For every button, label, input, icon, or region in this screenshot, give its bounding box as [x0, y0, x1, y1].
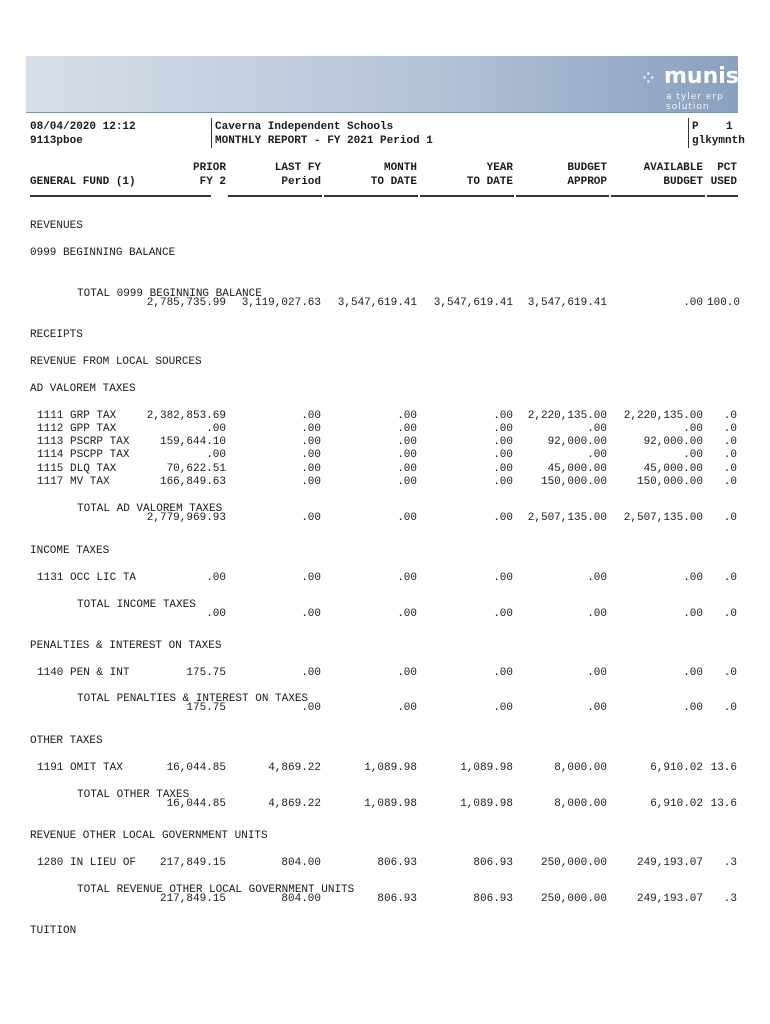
dots-icon: ⁘: [640, 66, 655, 90]
total-budget-approp: 250,000.00: [540, 893, 607, 905]
column-header-month-to-date: MONTH: [383, 162, 417, 174]
section-heading: REVENUE OTHER LOCAL GOVERNMENT UNITS: [30, 830, 268, 842]
line-item-prior-fy2: 16,044.85: [166, 762, 226, 774]
line-item-label: 1114 PSCPP TAX: [37, 449, 130, 461]
total-available-budget: 249,193.07: [636, 893, 703, 905]
line-item-budget-approp: 92,000.00: [547, 436, 607, 448]
total-pct-used: 13.6: [710, 798, 737, 810]
line-item-month-to-date: .00: [397, 476, 417, 488]
column-header-last-fy-period: LAST FY: [274, 162, 321, 174]
header-rule: [611, 195, 705, 197]
line-item-month-to-date: .00: [397, 449, 417, 461]
header-rule: [516, 195, 609, 197]
column-header-pct-used-sub: USED: [710, 176, 737, 188]
line-item-budget-approp: 250,000.00: [540, 857, 607, 869]
total-year-to-date: .00: [493, 608, 513, 620]
line-item-prior-fy2: .00: [206, 449, 226, 461]
total-last-fy-period: .00: [301, 512, 321, 524]
line-item-last-fy-period: .00: [301, 436, 321, 448]
total-pct-used: .0: [723, 702, 737, 714]
line-item-year-to-date: .00: [493, 463, 513, 475]
section-heading: PENALTIES & INTEREST ON TAXES: [30, 640, 222, 652]
line-item-month-to-date: .00: [397, 667, 417, 679]
total-year-to-date: 3,547,619.41: [433, 297, 513, 309]
line-item-month-to-date: 1,089.98: [364, 762, 417, 774]
column-header-budget-approp: BUDGET: [567, 162, 607, 174]
total-month-to-date: 3,547,619.41: [337, 297, 417, 309]
line-item-label: 1115 DLQ TAX: [37, 463, 117, 475]
line-item-pct-used: .0: [723, 410, 737, 422]
line-item-budget-approp: .00: [587, 423, 607, 435]
header-divider-left: [211, 118, 212, 148]
line-item-year-to-date: .00: [493, 436, 513, 448]
line-item-available-budget: 45,000.00: [643, 463, 703, 475]
line-item-label: 1280 IN LIEU OF: [37, 857, 137, 869]
total-label: TOTAL AD VALOREM TAXES: [77, 503, 223, 515]
line-item-last-fy-period: 804.00: [281, 857, 321, 869]
total-last-fy-period: 4,869.22: [268, 798, 321, 810]
total-budget-approp: .00: [587, 608, 607, 620]
line-item-available-budget: 6,910.02: [650, 762, 703, 774]
line-item-budget-approp: 150,000.00: [540, 476, 607, 488]
total-budget-approp: 3,547,619.41: [527, 297, 607, 309]
line-item-pct-used: .0: [723, 572, 737, 584]
line-item-prior-fy2: 166,849.63: [159, 476, 226, 488]
total-prior-fy2: 16,044.85: [166, 798, 226, 810]
total-budget-approp: 8,000.00: [554, 798, 607, 810]
total-year-to-date: 806.93: [473, 893, 513, 905]
column-header-month-to-date-sub: TO DATE: [370, 176, 417, 188]
header-rule: [324, 195, 418, 197]
total-available-budget: .00: [683, 297, 703, 309]
line-item-year-to-date: .00: [493, 572, 513, 584]
report-datetime: 08/04/2020 12:12: [30, 121, 136, 133]
column-header-prior-fy2-sub: FY 2: [199, 176, 226, 188]
line-item-budget-approp: 2,220,135.00: [527, 410, 607, 422]
total-prior-fy2: 2,779,969.93: [146, 512, 226, 524]
total-last-fy-period: .00: [301, 608, 321, 620]
total-year-to-date: .00: [493, 702, 513, 714]
total-year-to-date: 1,089.98: [460, 798, 513, 810]
fund-name: GENERAL FUND (1): [30, 176, 136, 188]
total-label: TOTAL OTHER TAXES: [77, 789, 190, 801]
line-item-last-fy-period: .00: [301, 449, 321, 461]
total-last-fy-period: 804.00: [281, 893, 321, 905]
line-item-prior-fy2: .00: [206, 572, 226, 584]
line-item-pct-used: .0: [723, 476, 737, 488]
header-rule: [420, 195, 514, 197]
report-title: MONTHLY REPORT - FY 2021 Period 1: [215, 135, 433, 147]
total-budget-approp: .00: [587, 702, 607, 714]
report-banner: [26, 56, 738, 113]
line-item-available-budget: .00: [683, 667, 703, 679]
line-item-pct-used: .0: [723, 423, 737, 435]
line-item-year-to-date: .00: [493, 476, 513, 488]
column-header-available-budget-sub: BUDGET: [663, 176, 703, 188]
line-item-available-budget: .00: [683, 449, 703, 461]
line-item-last-fy-period: .00: [301, 463, 321, 475]
line-item-label: 1111 GRP TAX: [37, 410, 117, 422]
line-item-label: 1117 MV TAX: [37, 476, 110, 488]
line-item-year-to-date: .00: [493, 423, 513, 435]
line-item-budget-approp: 45,000.00: [547, 463, 607, 475]
line-item-budget-approp: .00: [587, 449, 607, 461]
line-item-prior-fy2: 2,382,853.69: [146, 410, 226, 422]
line-item-year-to-date: .00: [493, 449, 513, 461]
line-item-month-to-date: .00: [397, 410, 417, 422]
org-name: Caverna Independent Schools: [215, 121, 394, 133]
line-item-budget-approp: 8,000.00: [554, 762, 607, 774]
line-item-last-fy-period: .00: [301, 667, 321, 679]
line-item-label: 1131 OCC LIC TA: [37, 572, 137, 584]
line-item-label: 1191 OMIT TAX: [37, 762, 123, 774]
total-pct-used: .0: [723, 608, 737, 620]
page-prefix: P: [692, 121, 699, 133]
line-item-available-budget: 249,193.07: [636, 857, 703, 869]
column-header-year-to-date-sub: TO DATE: [466, 176, 513, 188]
column-header-budget-approp-sub: APPROP: [567, 176, 607, 188]
line-item-budget-approp: .00: [587, 572, 607, 584]
header-rule: [707, 195, 738, 197]
line-item-month-to-date: .00: [397, 572, 417, 584]
line-item-last-fy-period: .00: [301, 476, 321, 488]
column-header-available-budget: AVAILABLE: [643, 162, 703, 174]
column-header-prior-fy2: PRIOR: [192, 162, 226, 174]
total-label: TOTAL PENALTIES & INTEREST ON TAXES: [77, 693, 309, 705]
total-last-fy-period: .00: [301, 702, 321, 714]
section-heading: OTHER TAXES: [30, 735, 103, 747]
line-item-year-to-date: .00: [493, 410, 513, 422]
line-item-label: 1113 PSCRP TAX: [37, 436, 130, 448]
line-item-prior-fy2: 159,644.10: [159, 436, 226, 448]
total-pct-used: .3: [723, 893, 737, 905]
line-item-available-budget: .00: [683, 423, 703, 435]
line-item-available-budget: 2,220,135.00: [623, 410, 703, 422]
total-available-budget: 2,507,135.00: [623, 512, 703, 524]
header-rule: [228, 195, 322, 197]
line-item-last-fy-period: .00: [301, 423, 321, 435]
total-prior-fy2: .00: [206, 608, 226, 620]
line-item-month-to-date: 806.93: [377, 857, 417, 869]
total-prior-fy2: 175.75: [186, 702, 226, 714]
line-item-last-fy-period: .00: [301, 572, 321, 584]
total-available-budget: .00: [683, 608, 703, 620]
total-month-to-date: .00: [397, 608, 417, 620]
section-heading: INCOME TAXES: [30, 545, 110, 557]
line-item-available-budget: 150,000.00: [636, 476, 703, 488]
header-rule: [30, 195, 211, 197]
section-heading: RECEIPTS: [30, 329, 83, 341]
line-item-prior-fy2: .00: [206, 423, 226, 435]
line-item-available-budget: .00: [683, 572, 703, 584]
logo-tagline: a tyler erp solution: [666, 92, 724, 112]
total-last-fy-period: 3,119,027.63: [241, 297, 321, 309]
line-item-month-to-date: .00: [397, 436, 417, 448]
line-item-pct-used: 13.6: [710, 762, 737, 774]
total-month-to-date: 806.93: [377, 893, 417, 905]
line-item-pct-used: .0: [723, 449, 737, 461]
line-item-pct-used: .0: [723, 436, 737, 448]
total-prior-fy2: 217,849.15: [159, 893, 226, 905]
header-divider-right: [688, 118, 689, 148]
section-heading: REVENUE FROM LOCAL SOURCES: [30, 356, 202, 368]
line-item-prior-fy2: 70,622.51: [166, 463, 226, 475]
line-item-prior-fy2: 175.75: [186, 667, 226, 679]
line-item-available-budget: 92,000.00: [643, 436, 703, 448]
line-item-year-to-date: 806.93: [473, 857, 513, 869]
total-budget-approp: 2,507,135.00: [527, 512, 607, 524]
line-item-month-to-date: .00: [397, 423, 417, 435]
total-label: TOTAL REVENUE OTHER LOCAL GOVERNMENT UNITS: [77, 884, 355, 896]
line-item-pct-used: .3: [723, 857, 737, 869]
line-item-label: 1140 PEN & INT: [37, 667, 130, 679]
line-item-prior-fy2: 217,849.15: [159, 857, 226, 869]
section-heading: 0999 BEGINNING BALANCE: [30, 247, 176, 259]
section-heading: TUITION: [30, 925, 77, 937]
column-header-last-fy-period-sub: Period: [281, 176, 321, 188]
report-user: 9113pboe: [30, 135, 83, 147]
line-item-pct-used: .0: [723, 667, 737, 679]
total-month-to-date: .00: [397, 512, 417, 524]
line-item-year-to-date: .00: [493, 667, 513, 679]
logo-name: munis: [664, 64, 739, 89]
line-item-pct-used: .0: [723, 463, 737, 475]
line-item-last-fy-period: .00: [301, 410, 321, 422]
total-prior-fy2: 2,785,735.99: [146, 297, 226, 309]
program-name: glkymnth: [692, 135, 745, 147]
total-label: TOTAL INCOME TAXES: [77, 599, 196, 611]
line-item-label: 1112 GPP TAX: [37, 423, 117, 435]
total-pct-used: 100.0: [707, 297, 741, 309]
section-heading: AD VALOREM TAXES: [30, 383, 136, 395]
line-item-year-to-date: 1,089.98: [460, 762, 513, 774]
line-item-month-to-date: .00: [397, 463, 417, 475]
total-year-to-date: .00: [493, 512, 513, 524]
total-available-budget: 6,910.02: [650, 798, 703, 810]
column-header-year-to-date: YEAR: [486, 162, 513, 174]
page-number: 1: [726, 121, 733, 133]
line-item-budget-approp: .00: [587, 667, 607, 679]
line-item-last-fy-period: 4,869.22: [268, 762, 321, 774]
total-label: TOTAL 0999 BEGINNING BALANCE: [77, 288, 262, 300]
total-month-to-date: .00: [397, 702, 417, 714]
section-heading: REVENUES: [30, 220, 83, 232]
munis-logo: [640, 62, 739, 112]
column-header-pct-used: PCT: [717, 162, 737, 174]
total-pct-used: .0: [723, 512, 737, 524]
total-available-budget: .00: [683, 702, 703, 714]
total-month-to-date: 1,089.98: [364, 798, 417, 810]
